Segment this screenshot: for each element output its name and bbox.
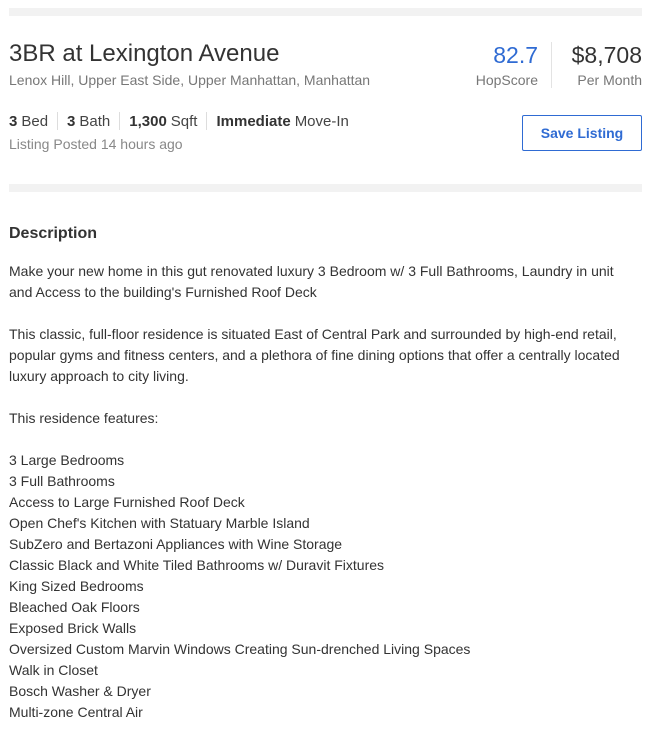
fact-sqft-count: 1,300 xyxy=(129,112,167,130)
feature-item: 3 Full Bathrooms xyxy=(9,473,115,489)
section-divider xyxy=(9,184,642,192)
listing-facts xyxy=(9,112,349,130)
feature-item: Bosch Washer & Dryer xyxy=(9,683,151,699)
fact-bed-count: 3 xyxy=(9,112,18,130)
feature-item: Access to Large Furnished Roof Deck xyxy=(9,494,245,510)
feature-item: Classic Black and White Tiled Bathrooms w/ Duravit Fixtures xyxy=(9,557,385,573)
feature-item: Multi-zone Central Air xyxy=(9,704,143,720)
fact-move-in-label: Move-In xyxy=(294,112,349,130)
fact-bed-label: Bed xyxy=(21,112,49,130)
hopscore-stat xyxy=(476,40,538,88)
description-paragraph: This classic, full-floor residence is situated East of Central Park and surrounded by high-end retail, popular gyms and fitness centers, and a plethora of fine dining options that offer a centrally located luxury approach to city living. xyxy=(9,326,620,384)
fact-sqft xyxy=(129,113,197,130)
description-paragraph: Make your new home in this gut renovated luxury 3 Bedroom w/ 3 Full Bathrooms, Laundry in unit and Access to the building's Furnished Roof Deck xyxy=(9,263,614,300)
fact-bath-count: 3 xyxy=(67,112,76,130)
top-divider xyxy=(9,8,642,16)
fact-separator xyxy=(119,112,120,130)
feature-item: 3 Large Bedrooms xyxy=(9,452,125,468)
fact-bath-label: Bath xyxy=(79,112,111,130)
feature-item: Oversized Custom Marvin Windows Creating Sun-drenched Living Spaces xyxy=(9,641,471,657)
feature-item: Walk in Closet xyxy=(9,662,98,678)
feature-item: Exposed Brick Walls xyxy=(9,620,137,636)
description-paragraph: This residence features: xyxy=(9,410,159,426)
hopscore-value: 82.7 xyxy=(493,42,538,68)
price-stat xyxy=(572,40,642,88)
price-value: $8,708 xyxy=(571,42,642,68)
description-body xyxy=(9,261,639,723)
description-heading: Description xyxy=(9,225,98,242)
listing-address: Lenox Hill, Upper East Side, Upper Manhattan, Manhattan xyxy=(9,72,371,88)
feature-item: SubZero and Bertazoni Appliances with Wine Storage xyxy=(9,536,343,552)
save-listing-button[interactable]: Save Listing xyxy=(522,115,642,151)
stat-separator xyxy=(551,42,552,88)
feature-item: Bleached Oak Floors xyxy=(9,599,140,615)
price-label: Per Month xyxy=(577,72,642,88)
fact-move-in-value: Immediate xyxy=(216,112,291,130)
fact-move-in xyxy=(216,113,348,130)
listing-posted-time: Listing Posted 14 hours ago xyxy=(9,136,183,152)
fact-bath xyxy=(67,113,110,130)
fact-separator xyxy=(206,112,207,130)
feature-item: King Sized Bedrooms xyxy=(9,578,144,594)
feature-item: Open Chef's Kitchen with Statuary Marble Island xyxy=(9,515,310,531)
fact-sqft-label: Sqft xyxy=(170,112,198,130)
hopscore-label: HopScore xyxy=(475,72,538,88)
fact-separator xyxy=(57,112,58,130)
features-list xyxy=(9,450,639,723)
listing-title: 3BR at Lexington Avenue xyxy=(9,40,280,67)
fact-bed xyxy=(9,113,48,130)
